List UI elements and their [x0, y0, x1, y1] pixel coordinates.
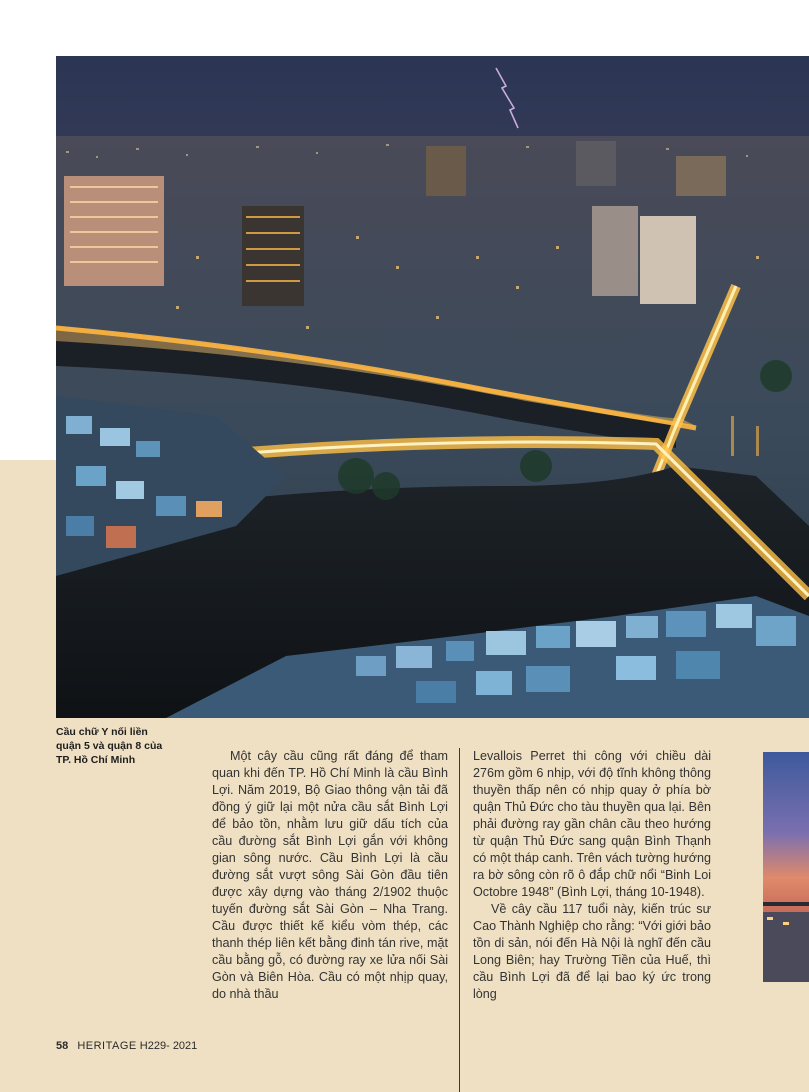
paragraph: Một cây cầu cũng rất đáng để tham quan khi đến TP. Hồ Chí Minh là cầu Bình Lợi. Năm 2019, Bộ Giao thông vận tải đã đồng ý giữ lại một nửa cầu sắt Bình Lợi để bảo tồn, nhằm lưu giữ dấu tích của cầu đường sắt Bình Lợi gắn với không gian sông nước. Cầu Bình Lợi là cầu đường sắt vượt sông Sài Gòn đầu tiên được xây dựng vào tháng 2/1902 thuộc tuyến đường sắt Sài Gòn – Nha Trang. Cầu được thiết kế kiểu vòm thép, các thanh thép liên kết bằng đinh tán rive, mặt cầu bằng gỗ, có đường ray xe lửa nối Sài Gòn và Biên Hòa. Cầu có một nhịp quay, do nhà thầu: [212, 749, 448, 1001]
sunset-bridge-photo: [763, 752, 809, 982]
page-number: 58: [56, 1040, 69, 1052]
city-night-photo: [56, 56, 809, 718]
caption-line: quận 5 và quận 8 của: [56, 740, 163, 752]
magazine-name: HERITAGE: [77, 1040, 137, 1052]
issue-number: H229- 2021: [139, 1040, 198, 1052]
caption-line: TP. Hồ Chí Minh: [56, 754, 136, 766]
paragraph: Về cây cầu 117 tuổi này, kiến trúc sư Cao Thành Nghiệp cho rằng: “Với giới bảo tồn di sản, nói đến Hà Nội là nghĩ đến cầu Long Biên; hay Trường Tiền của Huế, thì cầu Bình Lợi đã để lại bao ký ức trong lòng: [473, 902, 711, 1001]
caption-line: Cầu chữ Y nối liền: [56, 726, 148, 738]
page-footer: [56, 1040, 197, 1052]
paragraph: Levallois Perret thi công với chiều dài 276m gồm 6 nhịp, với độ tĩnh không thông thuyền thấp nên có nhịp quay ở phía bờ quận Thủ Đức cho tàu thuyền qua lại. Bên phải đường ray gần chân cầu theo hướng từ quận Thủ Đức sang quận Bình Thạnh có một tháp canh. Trên vách tường hướng ra bờ sông còn rõ ô đắp chữ nổi “Binh Loi Octobre 1948” (Bình Lợi, tháng 10-1948).: [473, 749, 711, 899]
text-column-left: [212, 748, 448, 1003]
text-column-right: [473, 748, 711, 1003]
photo-caption: [56, 725, 176, 767]
column-divider: [459, 748, 460, 1092]
